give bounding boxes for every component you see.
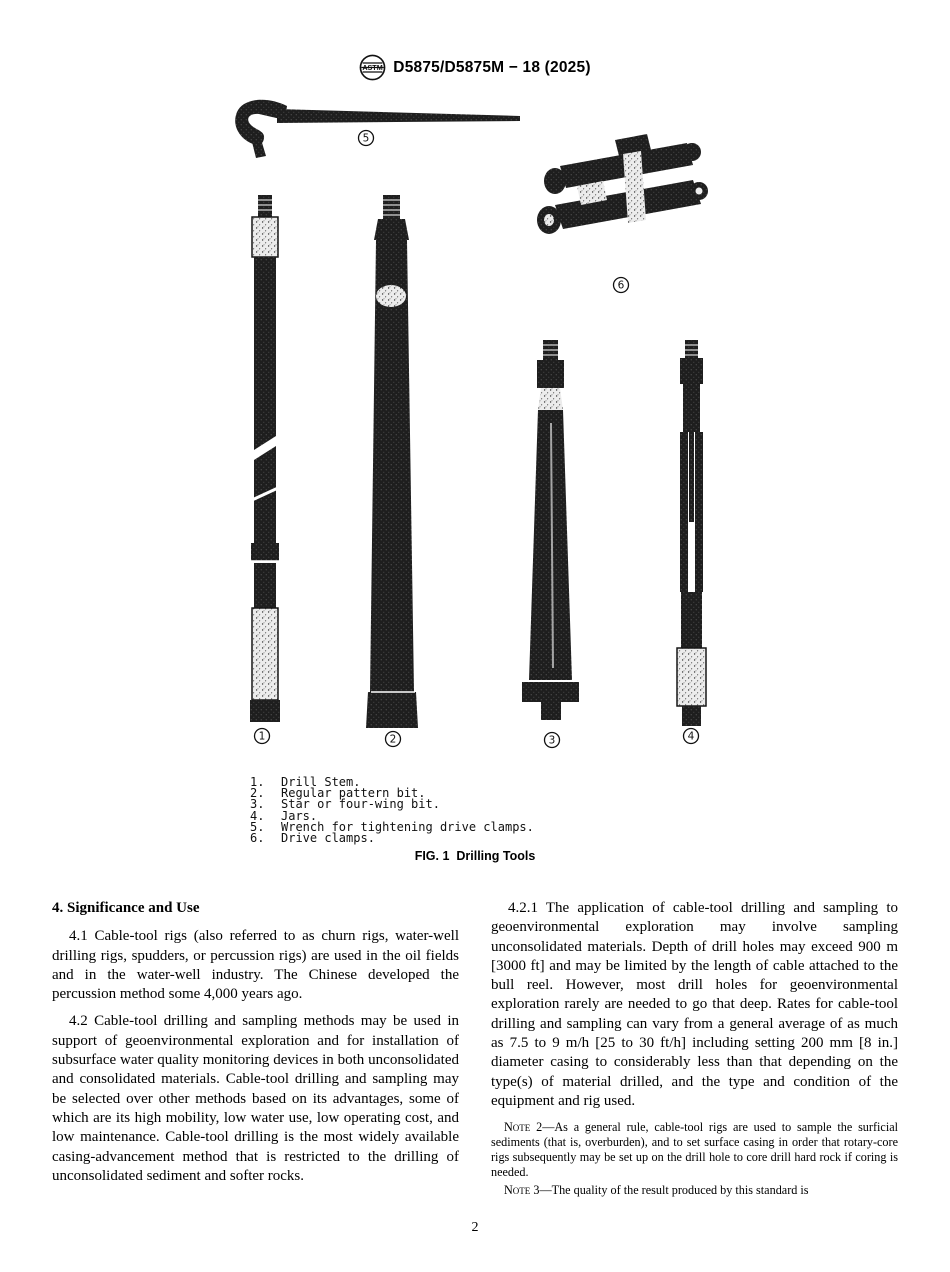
- tool-label-4: [684, 729, 699, 744]
- page-number: 2: [471, 1220, 479, 1235]
- legend-number: 6.: [250, 831, 265, 846]
- note-3: [491, 1183, 898, 1198]
- legend-number: 2.: [250, 786, 265, 801]
- right-column: [491, 899, 898, 1198]
- document-header: [0, 54, 950, 81]
- legend-number: 4.: [250, 808, 265, 823]
- legend-number: 3.: [250, 797, 265, 812]
- svg-text:6: 6: [617, 279, 625, 292]
- paragraph-4-1: 4.1 Cable-tool rigs (also referred to as churn rigs, water-well drilling rigs, spudders, or percussion rigs) are used in the oil fields and in the water-well industry. The Chinese developed the percussion method some 4,000 years ago.: [52, 928, 459, 1003]
- note-2-label: Note 2: [504, 1120, 543, 1135]
- svg-text:4: 4: [687, 730, 695, 743]
- paragraph-4-2: 4.2 Cable-tool drilling and sampling methods may be used in support of geoenvironmental exploration and for installation of subsurface water quality monitoring devices in both unconsolidated and consolidated materials. Cable-tool drilling and sampling may be selected over other methods based on its advantages, some of which are its high mobility, low water use, low operating cost, and low maintenance. Cable-tool drilling is the most widely available casing-advancement method that is restricted to the drilling of unconsolidated sediment and softer rocks.: [52, 1013, 459, 1184]
- figure-caption: FIG. 1 Drilling Tools: [414, 849, 536, 863]
- svg-text:3: 3: [548, 734, 556, 747]
- section-heading: 4. Significance and Use: [52, 900, 200, 916]
- paragraph-4-2-1: 4.2.1 The application of cable-tool drilling and sampling to geoenvironmental exploration may involve sampling unconsolidated materials. Depth of drill holes may exceed 900 m [3000 ft] and may be limited by the length of cable attached to the bull reel. However, most drill holes for geoenvironmental exploration rarely are needed to go that deep. Rates for cable-tool drilling and sampling can vary from a general average of as much as 7.5 to 9 m/h [25 to 30 ft/h] including setting 200 mm [8 in.] diameter casing to considerably less than that depending on the type(s) of material drilled, and the type and condition of the equipment and rig used.: [491, 900, 898, 1109]
- svg-text:2: 2: [389, 733, 397, 746]
- astm-logo-icon: [359, 54, 386, 81]
- svg-text:1: 1: [258, 730, 266, 743]
- tool-label-2: [386, 732, 401, 747]
- wrench-illustration: [235, 100, 520, 158]
- jars-illustration: [677, 340, 706, 726]
- tool-label-1: [255, 729, 270, 744]
- legend-label: Regular pattern bit.: [281, 786, 426, 801]
- drill-stem-illustration: [250, 195, 280, 722]
- note-2-text: —As a general rule, cable-tool rigs are used to sample the surficial sediments (that is, overburden), and to set surface casing in order that rotary-core rigs subsequently may be set up on the drill hole to core drill hard rock if coring is needed.: [491, 1120, 898, 1179]
- legend-label: Jars.: [281, 808, 318, 823]
- legend-number: 1.: [250, 775, 265, 789]
- astm-logo-text: ASTM: [362, 63, 383, 73]
- svg-text:5: 5: [362, 132, 370, 145]
- regular-bit-illustration: [366, 195, 418, 728]
- left-column: [52, 899, 459, 1198]
- tool-label-3: [545, 733, 560, 748]
- note-3-text: —The quality of the result produced by this standard is: [539, 1183, 809, 1198]
- star-bit-illustration: [522, 340, 579, 720]
- note-3-label: Note 3: [504, 1183, 540, 1198]
- document-title: D5875/D5875M − 18 (2025): [393, 58, 591, 76]
- legend-label: Drive clamps.: [281, 831, 375, 846]
- legend-item: [250, 833, 534, 844]
- legend-label: Wrench for tightening drive clamps.: [281, 819, 534, 834]
- figure-legend: [250, 777, 534, 844]
- legend-label: Star or four-wing bit.: [281, 797, 440, 812]
- tool-label-6: [614, 278, 629, 293]
- drive-clamps-illustration: [537, 134, 708, 234]
- note-2: [491, 1120, 898, 1179]
- drilling-tools-figure: [225, 88, 725, 760]
- tool-label-5: [359, 131, 374, 146]
- legend-number: 5.: [250, 819, 265, 834]
- legend-label: Drill Stem.: [281, 775, 361, 789]
- body-text: [52, 899, 898, 1198]
